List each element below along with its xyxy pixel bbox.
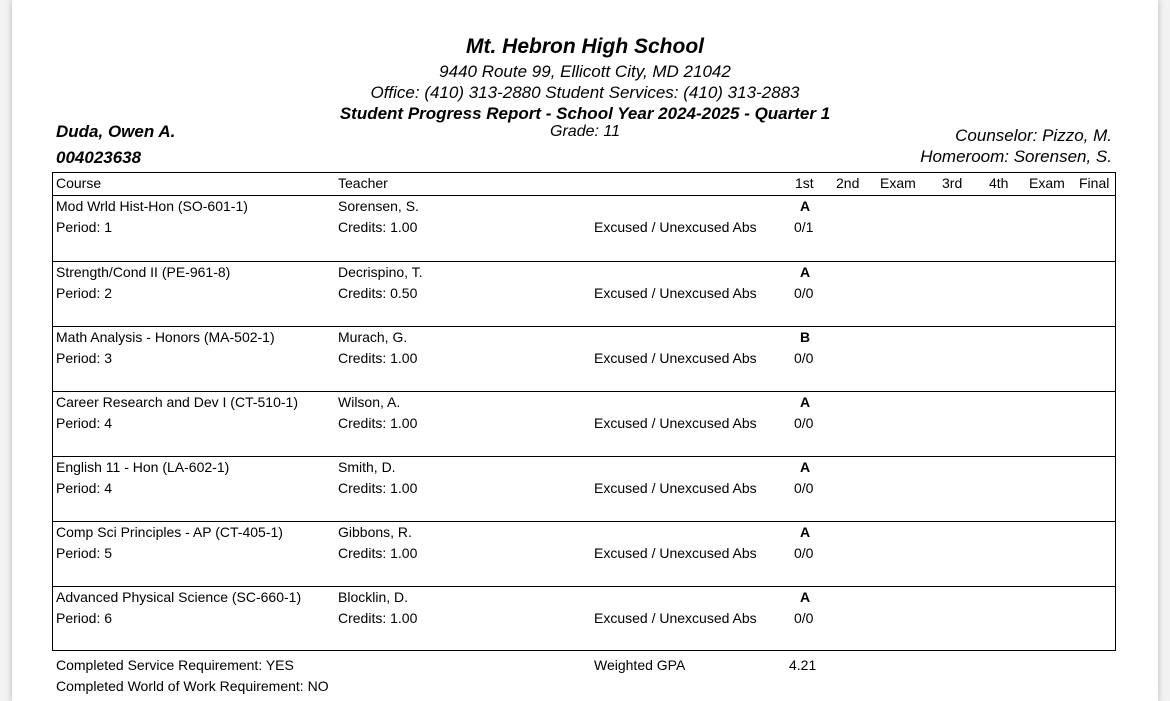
gpa-label: Weighted GPA (594, 657, 686, 673)
absence-label: Excused / Unexcused Abs (594, 285, 757, 301)
grades-table (52, 172, 1116, 651)
period: Period: 6 (56, 610, 113, 626)
column-header-final: Final (1079, 175, 1110, 191)
student-name: Duda, Owen A. (56, 122, 176, 141)
grade-q1: A (800, 589, 811, 605)
school-address: 9440 Route 99, Ellicott City, MD 21042 (439, 62, 731, 81)
grade-q1: A (800, 264, 811, 280)
student-id: 004023638 (56, 148, 142, 167)
grade-q1: A (800, 524, 811, 540)
credits: Credits: 1.00 (338, 545, 418, 561)
absence-label: Excused / Unexcused Abs (594, 350, 757, 366)
column-header-q4: 4th (989, 175, 1009, 191)
period: Period: 1 (56, 219, 113, 235)
course-name: Strength/Cond II (PE-961-8) (56, 264, 231, 280)
period: Period: 3 (56, 350, 113, 366)
period: Period: 2 (56, 285, 113, 301)
absence-count: 0/0 (794, 350, 814, 366)
course-name: Mod Wrld Hist-Hon (SO-601-1) (56, 198, 248, 214)
column-header-q2: 2nd (836, 175, 860, 191)
course-name: Career Research and Dev I (CT-510-1) (56, 394, 298, 410)
teacher-name: Decrispino, T. (338, 264, 423, 280)
table-row (53, 586, 1115, 652)
column-header-exam1: Exam (880, 175, 916, 191)
period: Period: 5 (56, 545, 113, 561)
course-name: English 11 - Hon (LA-602-1) (56, 459, 230, 475)
counselor: Counselor: Pizzo, M. (955, 126, 1112, 145)
absence-count: 0/0 (794, 285, 814, 301)
absence-label: Excused / Unexcused Abs (594, 545, 757, 561)
credits: Credits: 1.00 (338, 415, 418, 431)
report-title: Student Progress Report - School Year 2024-2025 - Quarter 1 (339, 104, 831, 123)
teacher-name: Gibbons, R. (338, 524, 412, 540)
credits: Credits: 1.00 (338, 610, 418, 626)
absence-count: 0/0 (794, 415, 814, 431)
absence-label: Excused / Unexcused Abs (594, 219, 757, 235)
credits: Credits: 1.00 (338, 219, 418, 235)
grade-q1: A (800, 459, 811, 475)
absence-count: 0/0 (794, 545, 814, 561)
grade-q1: A (800, 198, 811, 214)
table-row (53, 521, 1115, 587)
absence-count: 0/0 (794, 480, 814, 496)
teacher-name: Murach, G. (338, 329, 408, 345)
school-name: Mt. Hebron High School (466, 35, 704, 58)
table-row (53, 456, 1115, 522)
table-row (53, 326, 1115, 392)
column-header-teacher: Teacher (338, 175, 388, 191)
grade-q1: B (800, 329, 811, 345)
teacher-name: Smith, D. (338, 459, 396, 475)
course-name: Advanced Physical Science (SC-660-1) (56, 589, 302, 605)
course-name: Math Analysis - Honors (MA-502-1) (56, 329, 275, 345)
service-requirement: Completed Service Requirement: YES (56, 657, 294, 673)
column-header-exam2: Exam (1029, 175, 1065, 191)
credits: Credits: 0.50 (338, 285, 418, 301)
absence-label: Excused / Unexcused Abs (594, 415, 757, 431)
column-header-q1: 1st (795, 175, 814, 191)
credits: Credits: 1.00 (338, 480, 418, 496)
column-header-q3: 3rd (942, 175, 963, 191)
homeroom: Homeroom: Sorensen, S. (920, 147, 1112, 166)
table-row (53, 261, 1115, 327)
report-page (12, 0, 1158, 701)
work-requirement: Completed World of Work Requirement: NO (56, 678, 329, 694)
absence-count: 0/1 (794, 219, 814, 235)
course-name: Comp Sci Principles - AP (CT-405-1) (56, 524, 283, 540)
absence-label: Excused / Unexcused Abs (594, 480, 757, 496)
column-header-course: Course (56, 175, 102, 191)
grade-level: Grade: 11 (550, 123, 620, 140)
teacher-name: Sorensen, S. (338, 198, 419, 214)
grade-q1: A (800, 394, 811, 410)
period: Period: 4 (56, 415, 113, 431)
credits: Credits: 1.00 (338, 350, 418, 366)
teacher-name: Wilson, A. (338, 394, 401, 410)
school-phones: Office: (410) 313-2880 Student Services: (410) 313-2883 (370, 83, 800, 102)
period: Period: 4 (56, 480, 113, 496)
teacher-name: Blocklin, D. (338, 589, 409, 605)
absence-label: Excused / Unexcused Abs (594, 610, 757, 626)
table-row (53, 196, 1115, 261)
table-row (53, 391, 1115, 457)
gpa-value: 4.21 (789, 657, 817, 673)
absence-count: 0/0 (794, 610, 814, 626)
